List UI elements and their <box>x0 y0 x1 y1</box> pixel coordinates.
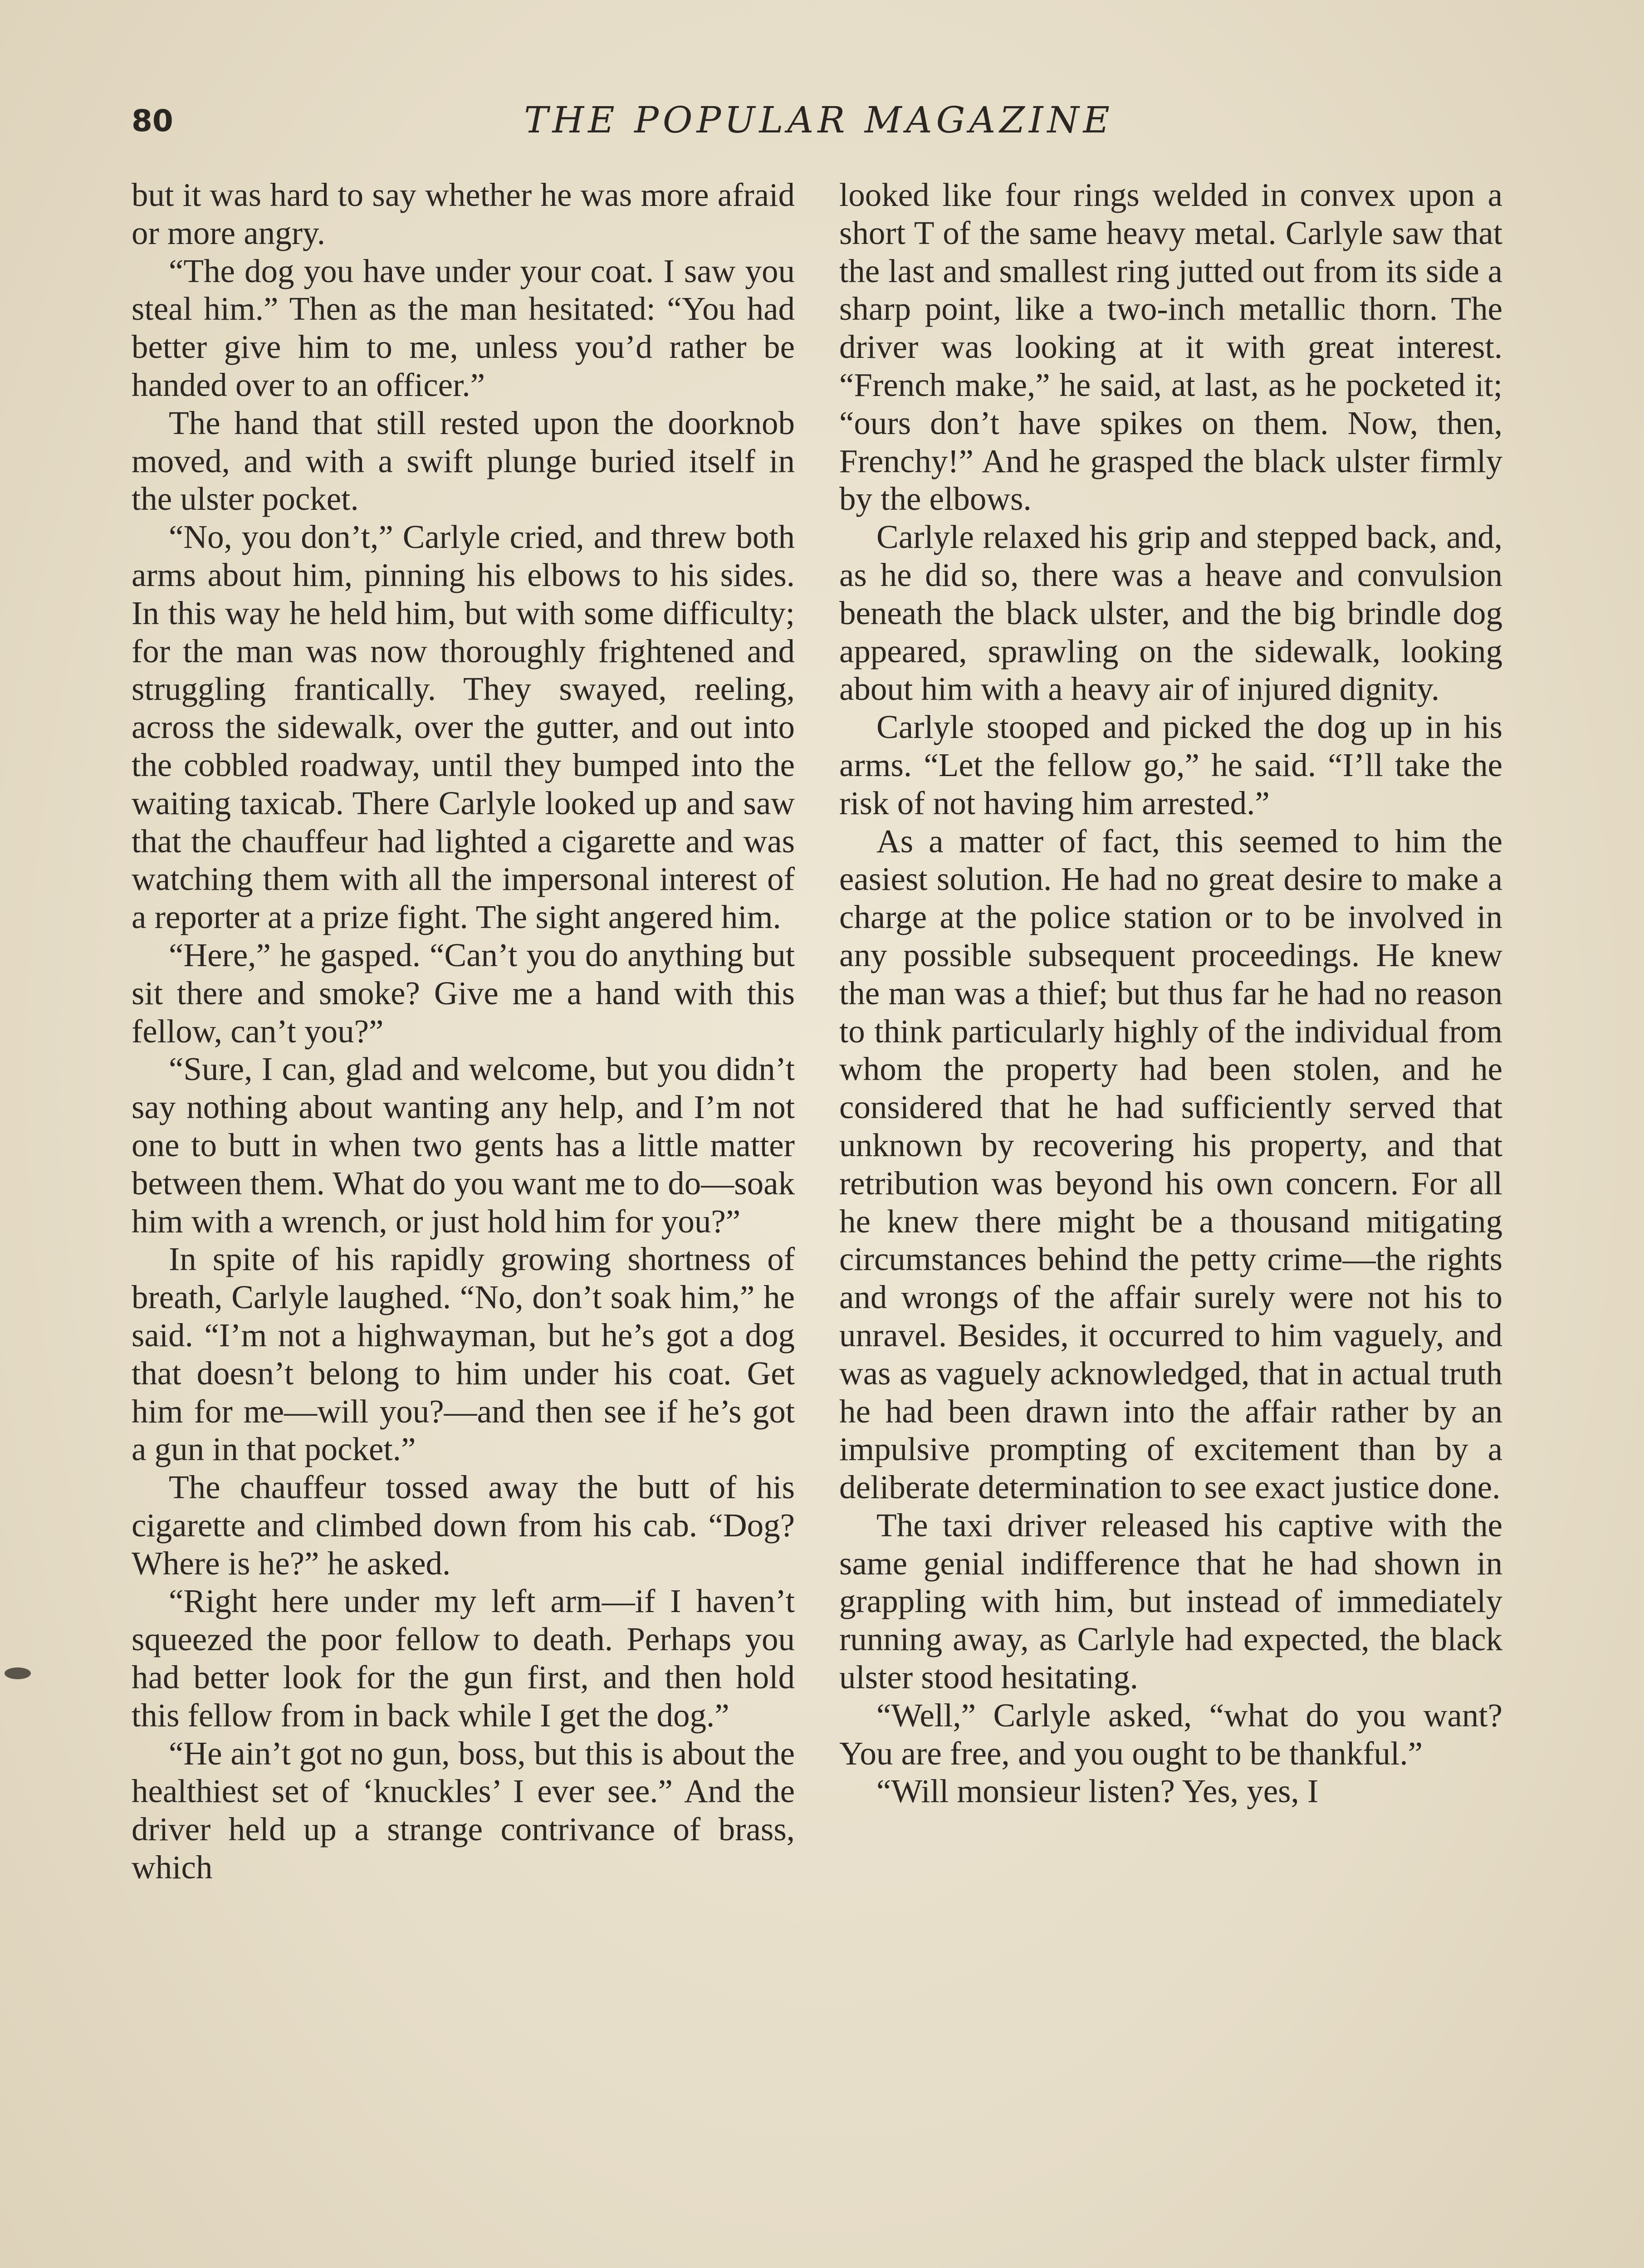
paragraph: In spite of his rapidly growing shortness of breath, Carlyle laughed. “No, don’t soak him,” he said. “I’m not a highwayman, but he’s got a dog that doesn’t belong to him under his coat. Get him for me—will you?—and then see if he’s got a gun in that pocket.” <box>132 1241 795 1468</box>
left-column <box>132 176 795 1887</box>
paragraph: “No, you don’t,” Carlyle cried, and threw both arms about him, pinning his elbows to his sides. In this way he held him, but with some difficulty; for the man was now thoroughly frightened and struggling frantically. They swayed, reeling, across the sidewalk, over the gutter, and out into the cobbled roadway, until they bumped into the waiting taxicab. There Carlyle looked up and saw that the chauffeur had lighted a cigarette and was watching them with all the impersonal interest of a reporter at a prize fight. The sight angered him. <box>132 518 795 936</box>
ink-speck <box>5 1667 31 1679</box>
paragraph: but it was hard to say whether he was more afraid or more angry. <box>132 176 795 251</box>
paragraph: “Well,” Carlyle asked, “what do you want? You are free, and you ought to be thankful.” <box>839 1696 1502 1772</box>
paragraph: The hand that still rested upon the doorknob moved, and with a swift plunge buried itself in the ulster pocket. <box>132 404 795 518</box>
paragraph: “He ain’t got no gun, boss, but this is about the healthiest set of ‘knuckles’ I ever see.” And the driver held up a strange contrivance of brass, which <box>132 1735 795 1886</box>
paragraph: As a matter of fact, this seemed to him the easiest solution. He had no great desire to make a charge at the police station or to be involved in any possible subsequent proceedings. He knew the man was a thief; but thus far he had no reason to think particularly highly of the individual from whom the property had been stolen, and he considered that he had sufficiently served that unknown by recovering his property, and that retribution was beyond his own concern. For all he knew there might be a thousand mitigating circumstances behind the petty crime—the rights and wrongs of the affair surely were not his to unravel. Besides, it occurred to him vaguely, and was as vaguely acknowledged, that in actual truth he had been drawn into the affair rather by an impulsive prompting of excitement than by a deliberate determination to see exact justice done. <box>839 822 1502 1506</box>
page-number: 80 <box>132 103 173 138</box>
running-title: THE POPULAR MAGAZINE <box>524 99 1114 141</box>
paragraph: The chauffeur tossed away the butt of his cigarette and climbed down from his cab. “Dog? Where is he?” he asked. <box>132 1469 795 1582</box>
paragraph: looked like four rings welded in convex upon a short T of the same heavy metal. Carlyle saw that the last and smallest ring jutted out from its side a sharp point, like a two-inch metallic thorn. The driver was looking at it with great interest. “French make,” he said, at last, as he pocketed it; “ours don’t have spikes on them. Now, then, Frenchy!” And he grasped the black ulster firmly by the elbows. <box>839 176 1502 518</box>
paragraph: “The dog you have under your coat. I saw you steal him.” Then as the man hesitated: “You had better give him to me, unless you’d rather be handed over to an officer.” <box>132 252 795 403</box>
paragraph: Carlyle stooped and picked the dog up in his arms. “Let the fellow go,” he said. “I’ll take the risk of not having him arrested.” <box>839 709 1502 821</box>
paragraph: Carlyle relaxed his grip and stepped back, and, as he did so, there was a heave and convulsion beneath the black ulster, and the big brindle dog appeared, sprawling on the sidewalk, looking about him with a heavy air of injured dignity. <box>839 518 1502 708</box>
paragraph: “Sure, I can, glad and welcome, but you didn’t say nothing about wanting any help, and I’m not one to butt in when two gents has a little matter between them. What do you want me to do—soak him with a wrench, or just hold him for you?” <box>132 1051 795 1240</box>
paragraph: “Here,” he gasped. “Can’t you do anything but sit there and smoke? Give me a hand with this fellow, can’t you?” <box>132 936 795 1050</box>
right-column <box>839 176 1502 1810</box>
paragraph: The taxi driver released his captive with the same genial indifference that he had shown in grappling with him, but instead of immediately running away, as Carlyle had expected, the black ulster stood hesitating. <box>839 1506 1502 1696</box>
paragraph: “Will monsieur listen? Yes, yes, I <box>876 1773 1319 1810</box>
paragraph: “Right here under my left arm—if I haven’t squeezed the poor fellow to death. Perhaps you had better look for the gun first, and then hold this fellow from in back while I get the dog.” <box>132 1583 795 1734</box>
